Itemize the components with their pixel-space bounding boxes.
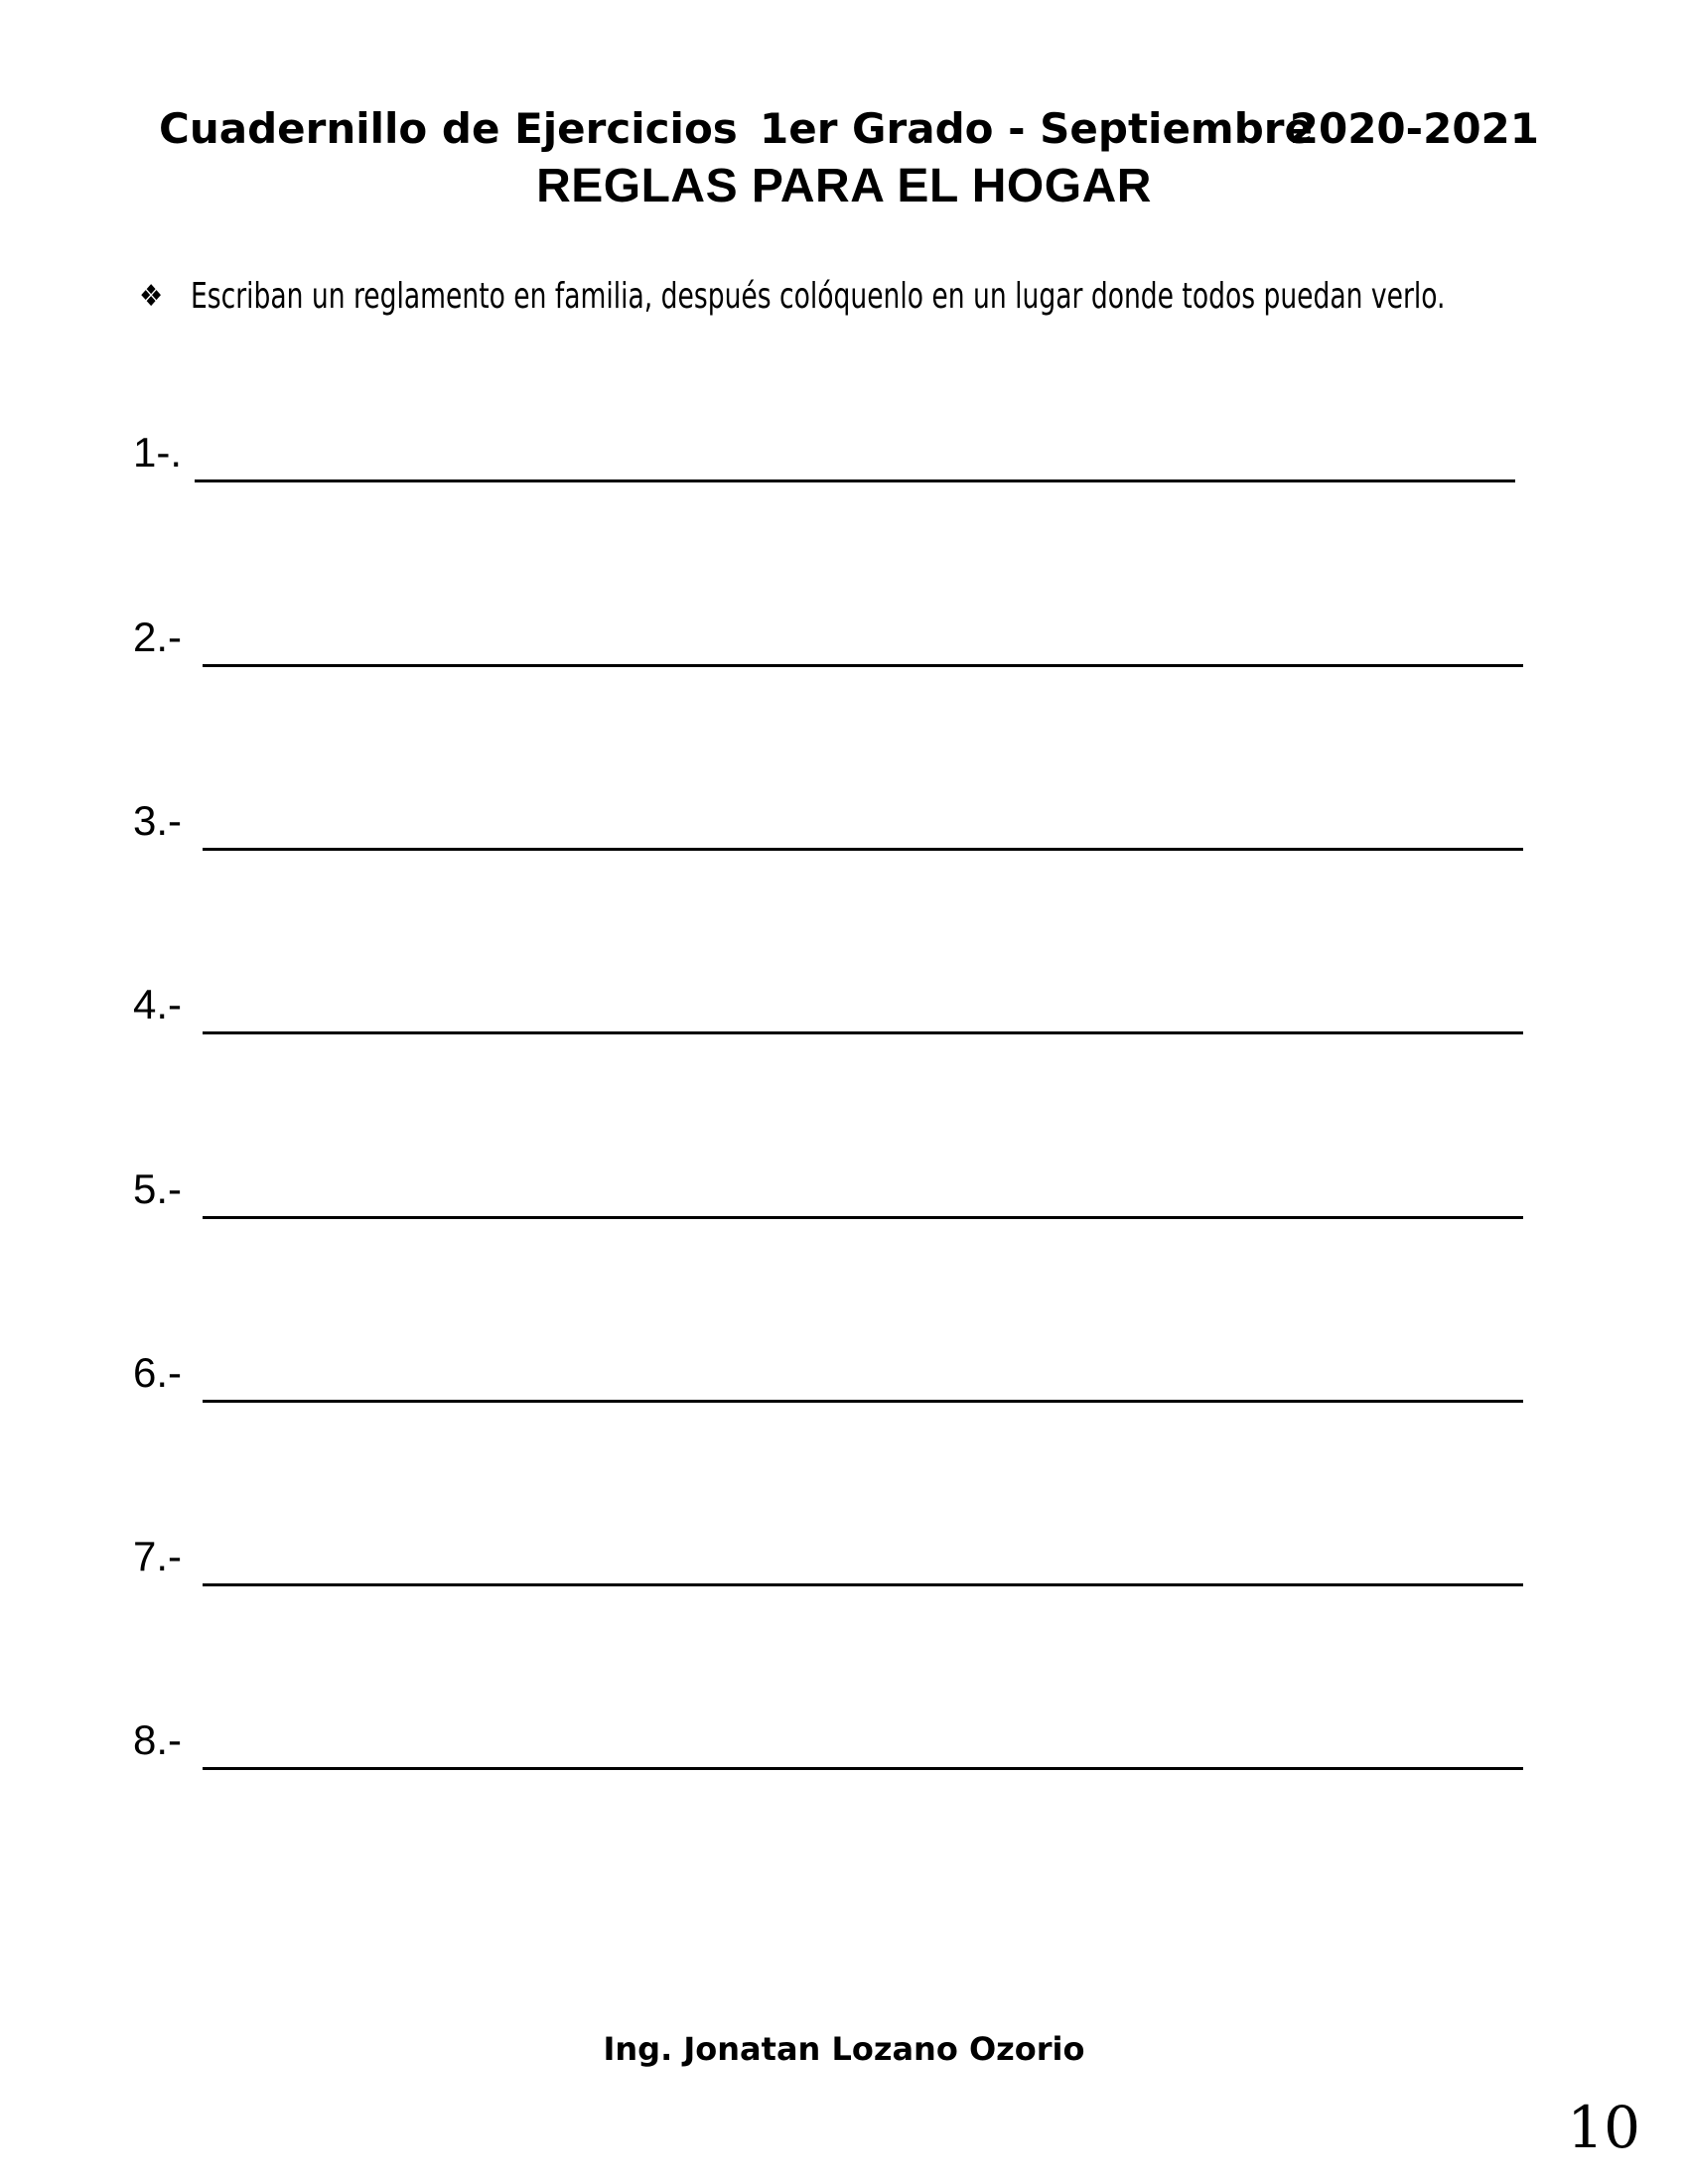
write-line[interactable] xyxy=(195,479,1515,482)
footer-author: Ing. Jonatan Lozano Ozorio xyxy=(603,2030,1085,2068)
rule-line-3[interactable] xyxy=(133,781,1523,851)
header-grade-month: 1er Grado - Septiembre xyxy=(760,104,1313,153)
instruction-paragraph xyxy=(139,270,1559,324)
rule-line-4[interactable] xyxy=(133,965,1523,1034)
rule-line-2[interactable] xyxy=(133,598,1523,667)
write-line[interactable] xyxy=(203,1031,1523,1034)
write-line[interactable] xyxy=(203,664,1523,667)
rule-line-8[interactable] xyxy=(133,1701,1523,1770)
write-line[interactable] xyxy=(203,1400,1523,1403)
write-line[interactable] xyxy=(203,1583,1523,1586)
rule-number: 4.- xyxy=(133,981,183,1027)
rule-line-6[interactable] xyxy=(133,1333,1523,1403)
write-line[interactable] xyxy=(203,848,1523,851)
page-header xyxy=(159,99,1539,159)
rule-number: 5.- xyxy=(133,1165,183,1212)
write-line[interactable] xyxy=(203,1216,1523,1219)
instruction-text: Escriban un reglamento en familia, después colóquenlo en un lugar donde todos puedan verlo. xyxy=(191,276,1446,317)
write-line[interactable] xyxy=(203,1767,1523,1770)
rule-number: 2.- xyxy=(133,614,183,660)
page-number: 10 xyxy=(1567,2094,1640,2161)
rule-number: 6.- xyxy=(133,1349,183,1396)
rule-number: 3.- xyxy=(133,797,183,844)
rule-number: 1-. xyxy=(133,429,183,476)
diamond-bullet-icon: ❖ xyxy=(139,279,164,314)
header-school-year: 2020-2021 xyxy=(1289,104,1539,153)
header-booklet-name: Cuadernillo de Ejercicios xyxy=(159,104,738,153)
rule-line-7[interactable] xyxy=(133,1517,1523,1586)
rule-number: 7.- xyxy=(133,1533,183,1579)
rule-number: 8.- xyxy=(133,1716,183,1763)
rule-line-5[interactable] xyxy=(133,1150,1523,1219)
rule-line-1[interactable] xyxy=(133,413,1523,482)
page-title: REGLAS PARA EL HOGAR xyxy=(536,160,1152,212)
